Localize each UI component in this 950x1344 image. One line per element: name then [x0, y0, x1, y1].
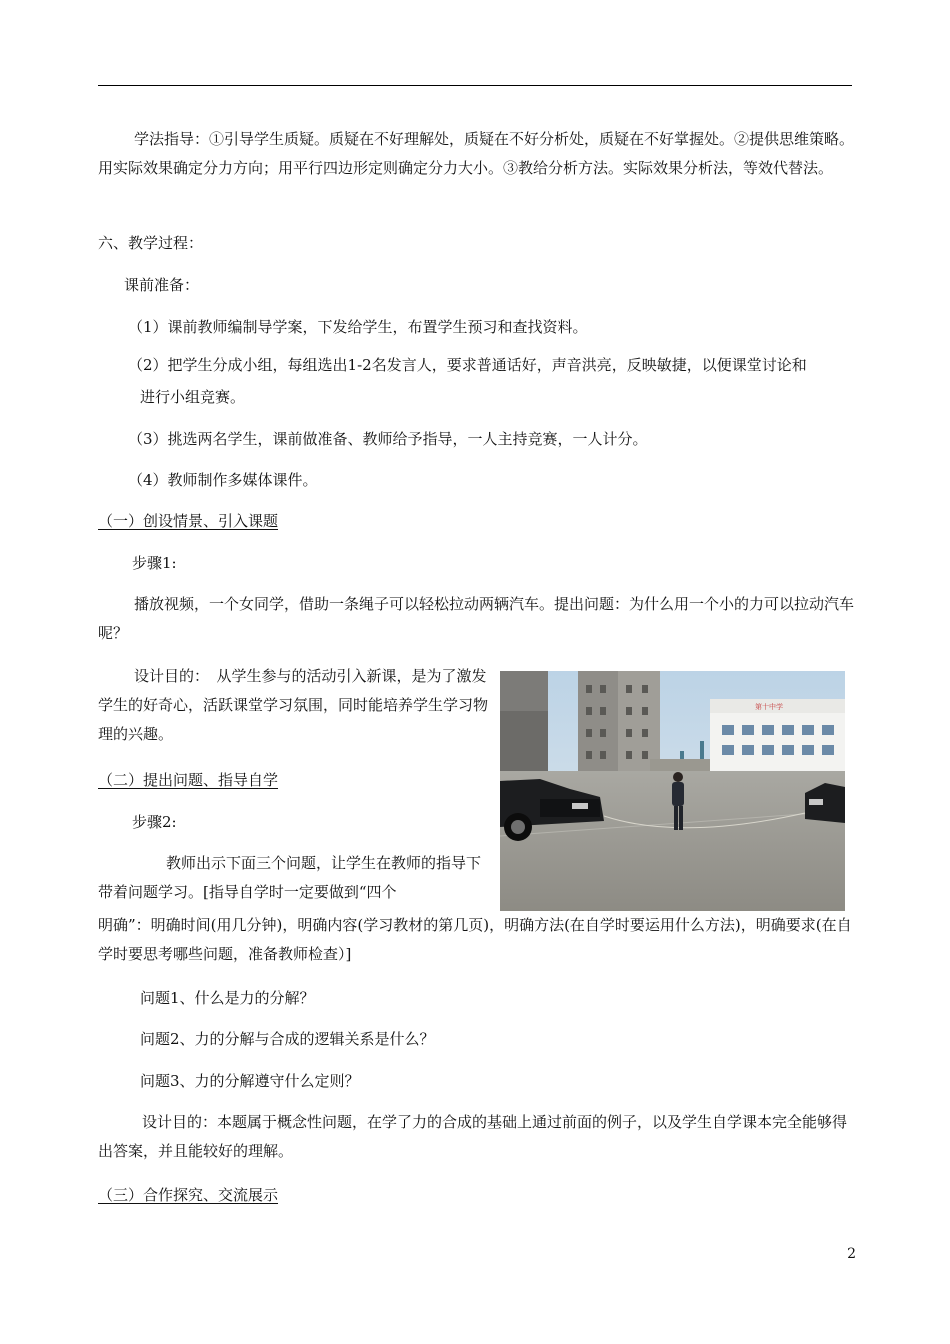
- prep-item-3: （3）挑选两名学生，课前做准备、教师给予指导，一人主持竞赛，一人计分。: [128, 430, 648, 448]
- step2-text-a: 教师出示下面三个问题，让学生在教师的指导下带着问题学习。[指导自学时一定要做到“四个: [98, 854, 482, 901]
- part3-heading: （三）合作探究、交流展示: [98, 1186, 279, 1204]
- purpose1-paragraph: 设计目的： 从学生参与的活动引入新课，是为了激发学生的好奇心，活跃课堂学习氛围，同时能培养学生学习物理的兴趣。: [98, 667, 489, 743]
- prep-heading: 课前准备：: [124, 276, 200, 294]
- step1-text: 播放视频，一个女同学，借助一条绳子可以轻松拉动两辆汽车。提出问题：为什么用一个小的力可以拉动汽车呢？: [98, 595, 855, 642]
- question-1: 问题1、什么是力的分解？: [140, 989, 315, 1007]
- prep-item-2: （2）把学生分成小组，每组选出1-2名发言人，要求普通话好，声音洪亮，反映敏捷，以便课堂讨论和: [128, 356, 807, 374]
- section6-heading: 六、教学过程：: [98, 234, 204, 252]
- question-3: 问题3、力的分解遵守什么定则？: [140, 1072, 360, 1090]
- question-2: 问题2、力的分解与合成的逻辑关系是什么？: [140, 1030, 435, 1048]
- prep-item-2-cont: 进行小组竞赛。: [140, 388, 246, 406]
- activity-photo: [500, 671, 845, 911]
- purpose2-paragraph: 设计目的：本题属于概念性问题，在学了力的合成的基础上通过前面的例子，以及学生自学课本完全能够得出答案，并且能较好的理解。: [98, 1113, 848, 1160]
- method-guide-paragraph: 学法指导：①引导学生质疑。质疑在不好理解处，质疑在不好分析处，质疑在不好掌握处。②提供思维策略。用实际效果确定分力方向；用平行四边形定则确定分力大小。③教给分析方法。实际效果分析法，等效代替法。: [98, 130, 855, 177]
- part1-heading: （一）创设情景、引入课题: [98, 512, 279, 530]
- page-number: 2: [847, 1246, 856, 1262]
- step2-heading: 步骤2:: [132, 813, 177, 831]
- header-rule: [98, 85, 852, 86]
- prep-item-1: （1）课前教师编制导学案，下发给学生，布置学生预习和查找资料。: [128, 318, 588, 336]
- school-sign: 第十中学: [755, 703, 783, 711]
- step1-heading: 步骤1:: [132, 554, 177, 572]
- step2-text-b: 明确”：明确时间(用几分钟)，明确内容(学习教材的第几页)，明确方法(在自学时要运用什么方法)，明确要求(在自学时要思考哪些问题，准备教师检查）]: [98, 916, 852, 963]
- part2-heading: （二）提出问题、指导自学: [98, 771, 279, 789]
- prep-item-4: （4）教师制作多媒体课件。: [128, 471, 318, 489]
